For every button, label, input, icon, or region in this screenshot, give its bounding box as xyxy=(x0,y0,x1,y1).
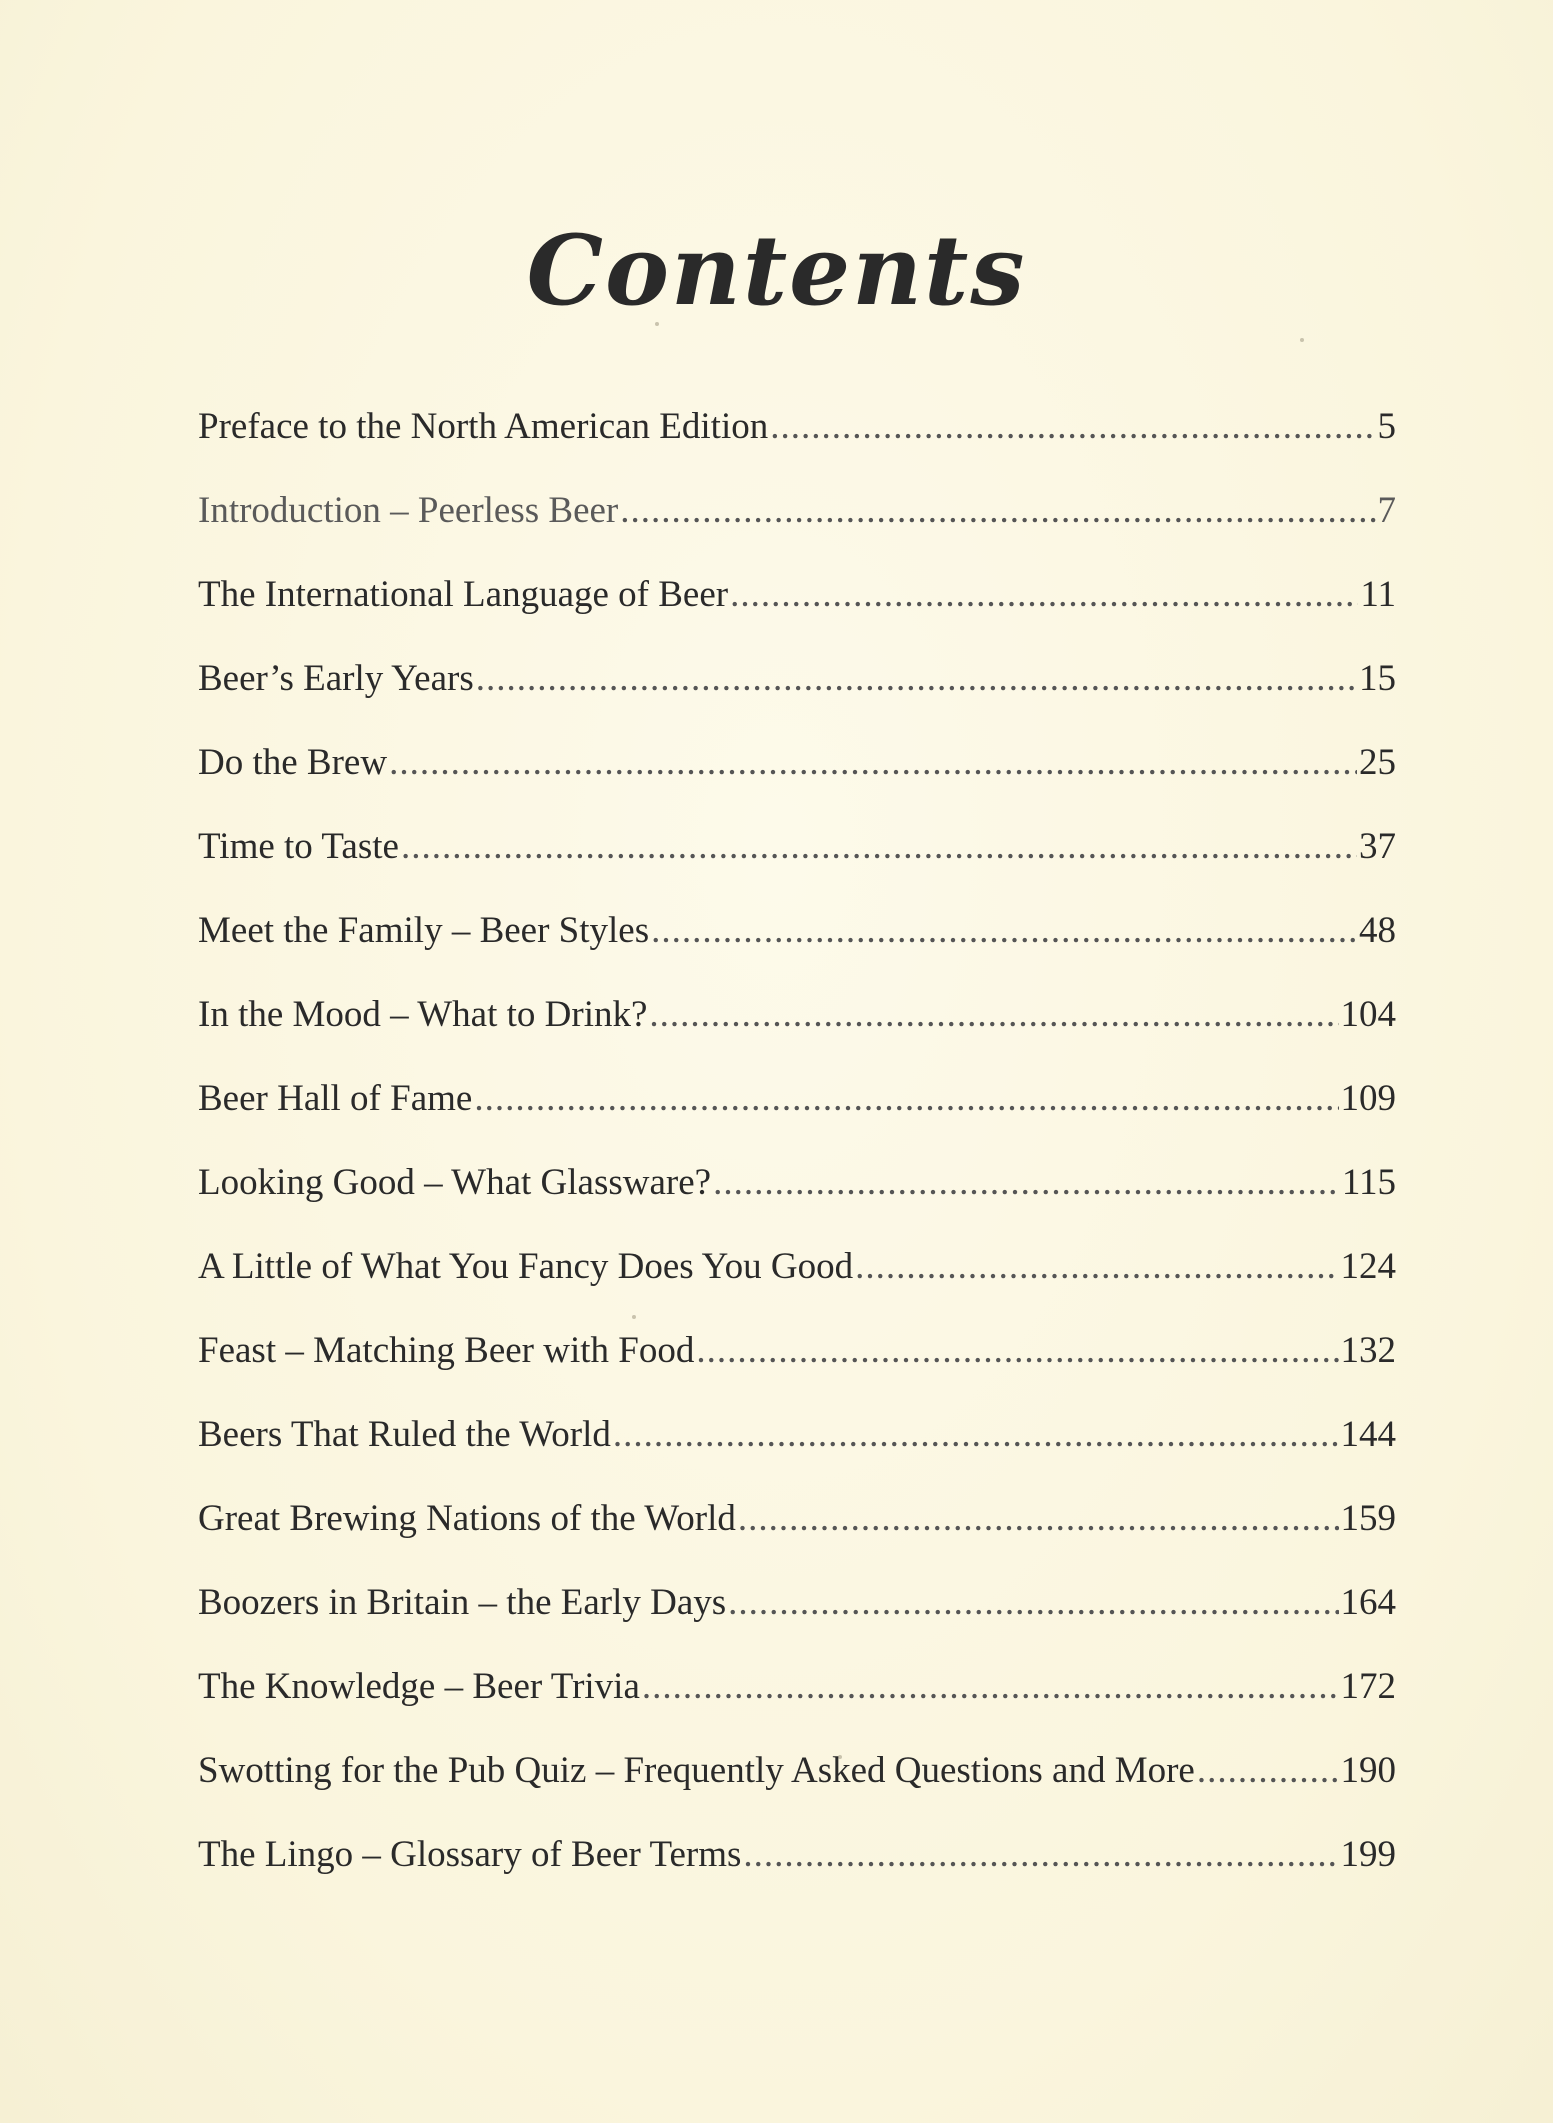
dot-leader xyxy=(738,1497,1339,1540)
toc-page-number: 15 xyxy=(1359,658,1396,699)
toc-entry-title: Beer Hall of Fame xyxy=(198,1078,473,1119)
toc-entry[interactable] xyxy=(198,1161,1396,1245)
toc-page-number: 190 xyxy=(1340,1750,1396,1791)
toc-entry[interactable] xyxy=(198,1749,1396,1833)
dot-leader xyxy=(743,1833,1338,1876)
toc-page-number: 172 xyxy=(1340,1666,1396,1707)
toc-page-number: 199 xyxy=(1340,1834,1396,1875)
toc-entry[interactable] xyxy=(198,657,1396,741)
dot-leader xyxy=(696,1329,1338,1372)
toc-entry[interactable] xyxy=(198,1665,1396,1749)
toc-entry[interactable] xyxy=(198,741,1396,825)
toc-entry-title: Feast – Matching Beer with Food xyxy=(198,1330,695,1371)
page-title: Contents xyxy=(526,214,1027,328)
toc-entry[interactable] xyxy=(198,993,1396,1077)
table-of-contents xyxy=(198,405,1396,1917)
toc-entry-title: In the Mood – What to Drink? xyxy=(198,994,648,1035)
dot-leader xyxy=(649,993,1338,1036)
toc-entry-title: Beers That Ruled the World xyxy=(198,1414,611,1455)
toc-entry[interactable] xyxy=(198,909,1396,993)
dot-leader xyxy=(651,909,1357,952)
toc-entry[interactable] xyxy=(198,573,1396,657)
toc-page-number: 124 xyxy=(1340,1246,1396,1287)
toc-page-number: 164 xyxy=(1340,1582,1396,1623)
dot-leader xyxy=(713,1161,1340,1204)
toc-entry[interactable] xyxy=(198,1413,1396,1497)
dot-leader xyxy=(770,405,1375,448)
toc-entry-title: The Knowledge – Beer Trivia xyxy=(198,1666,640,1707)
dot-leader xyxy=(474,1077,1338,1120)
toc-page-number: 7 xyxy=(1377,490,1396,531)
paper-speck xyxy=(1300,338,1304,342)
toc-entry[interactable] xyxy=(198,1245,1396,1329)
dot-leader xyxy=(1197,1749,1339,1792)
toc-page-number: 159 xyxy=(1340,1498,1396,1539)
toc-entry-title: The International Language of Beer xyxy=(198,574,729,615)
toc-entry-title: A Little of What You Fancy Does You Good xyxy=(198,1246,854,1287)
dot-leader xyxy=(476,657,1357,700)
toc-entry[interactable] xyxy=(198,1581,1396,1665)
toc-page-number: 115 xyxy=(1341,1162,1396,1203)
dot-leader xyxy=(401,825,1357,868)
toc-entry-title: Swotting for the Pub Quiz – Frequently Asked Questions and More xyxy=(198,1750,1195,1791)
dot-leader xyxy=(613,1413,1339,1456)
toc-entry[interactable] xyxy=(198,489,1396,573)
toc-entry[interactable] xyxy=(198,405,1396,489)
toc-entry-title: Meet the Family – Beer Styles xyxy=(198,910,650,951)
toc-entry-title: Beer’s Early Years xyxy=(198,658,474,699)
dot-leader xyxy=(389,741,1357,784)
toc-entry-title: Boozers in Britain – the Early Days xyxy=(198,1582,727,1623)
toc-entry-title: Great Brewing Nations of the World xyxy=(198,1498,736,1539)
dot-leader xyxy=(855,1245,1338,1288)
toc-entry-title: The Lingo – Glossary of Beer Terms xyxy=(198,1834,742,1875)
toc-page-number: 132 xyxy=(1340,1330,1396,1371)
toc-page-number: 144 xyxy=(1340,1414,1396,1455)
toc-entry-title: Time to Taste xyxy=(198,826,399,867)
toc-entry-title: Introduction – Peerless Beer xyxy=(198,490,619,531)
toc-page-number: 5 xyxy=(1377,406,1396,447)
toc-entry-title: Preface to the North American Edition xyxy=(198,406,769,447)
toc-entry-title: Do the Brew xyxy=(198,742,388,783)
toc-entry[interactable] xyxy=(198,1077,1396,1161)
toc-entry[interactable] xyxy=(198,1329,1396,1413)
toc-entry-title: Looking Good – What Glassware? xyxy=(198,1162,712,1203)
toc-entry[interactable] xyxy=(198,1497,1396,1581)
toc-entry[interactable] xyxy=(198,1833,1396,1917)
dot-leader xyxy=(642,1665,1339,1708)
toc-entry[interactable] xyxy=(198,825,1396,909)
toc-page-number: 11 xyxy=(1360,574,1396,615)
toc-page-number: 104 xyxy=(1340,994,1396,1035)
dot-leader xyxy=(728,1581,1338,1624)
toc-page-number: 37 xyxy=(1359,826,1396,867)
toc-page-number: 48 xyxy=(1359,910,1396,951)
toc-page-number: 25 xyxy=(1359,742,1396,783)
dot-leader xyxy=(730,573,1358,616)
toc-page-number: 109 xyxy=(1340,1078,1396,1119)
dot-leader xyxy=(620,489,1375,532)
